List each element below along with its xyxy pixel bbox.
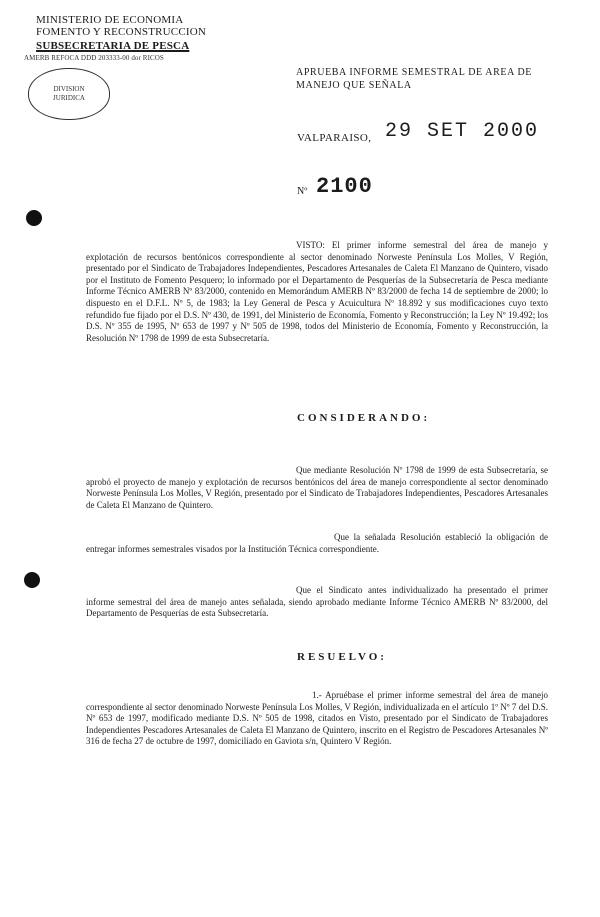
document-subject: APRUEBA INFORME SEMESTRAL DE AREA DE MANEJO QUE SEÑALA <box>296 67 532 91</box>
resolution-number: 2100 <box>316 174 373 199</box>
considerando-paragraph-2: Que la señalada Resolución estableció la obligación de entregar informes semestrales visados por la Institución Técnica correspondiente. <box>86 532 548 554</box>
letterhead-reference: AMERB REFOCA DDD 203333-00 dor RICOS <box>24 54 164 62</box>
punch-hole <box>24 572 40 588</box>
resuelvo-heading: RESUELVO: <box>297 651 387 663</box>
letterhead-subsecretaria: SUBSECRETARIA DE PESCA <box>36 40 190 52</box>
considerando-paragraph-3: Que el Sindicato antes individualizado ha presentado el primer informe semestral del área de manejo antes señalada, siendo aprobado mediante Informe Técnico AMERB Nº 83/2000, del Departamento de Pesquerías de esta Subsecretaría. <box>86 585 548 619</box>
date-stamp: 29 SET 2000 <box>385 120 540 143</box>
resuelvo-paragraph-1: 1.- Apruébase el primer informe semestral del área de manejo correspondiente al sector denominado Norweste Península Los Molles, V Región, individualizada en el artículo 1º Nº 7 del D.S. Nº 653 de 1997, modificado mediante D.S. Nº 505 de 1998, citados en Visto, presentado por el Sindicato de Trabajadores Independientes Pescadores Artesanales de Caleta El Manzano de Quintero, inscrito en el Registro de Pescadores Artesanales Nº 316 de fecha 27 de octubre de 1997, domiciliado en Gaviota s/n, Quintero V Región. <box>86 690 548 747</box>
letterhead-division: FOMENTO Y RECONSTRUCCION <box>36 26 207 38</box>
considerando-paragraph-1: Que mediante Resolución Nº 1798 de 1999 de esta Subsecretaría, se aprobó el proyecto de manejo y explotación de recursos bentónicos del área de manejo correspondiente al sector denominado Norweste Península Los Molles, V Región, presentado por el Sindicato de Trabajadores Independientes, Pescadores Artesanales de Caleta El Manzano de Quintero. <box>86 465 548 510</box>
place-label: VALPARAISO, <box>297 132 372 144</box>
stamp-line-2: JURIDICA <box>53 94 85 102</box>
division-juridica-stamp <box>28 68 110 120</box>
letterhead-ministry: MINISTERIO DE ECONOMIA <box>36 14 184 26</box>
stamp-line-1: DIVISION <box>53 85 85 93</box>
considerando-heading: CONSIDERANDO: <box>297 412 431 424</box>
visto-paragraph: VISTO: El primer informe semestral del área de manejo y explotación de recursos bentónicos correspondiente al sector denominado Norweste Península Los Molles, V Región, presentado por el Sindicato de Trabajadores Independientes, Pescadores Artesanales de Caleta El Manzano de Quintero, visado por el Instituto de Fomento Pesquero; lo informado por el Departamento de Pesquerías de la Subsecretaría de Pesca mediante Informe Técnico AMERB Nº 83/2000, contenido en Memorándum AMERB Nº 83/2000 de fecha 14 de septiembre de 2000; lo dispuesto en el D.F.L. Nº 5, de 1983; la Ley General de Pesca y Acuicultura Nº 18.892 y sus modificaciones cuyo texto refundido fue fijado por el D.S. Nº 430, de 1991, del Ministerio de Economía, Fomento y Reconstrucción; la Ley Nº 19.492; los D.S. Nº 355 de 1995, Nº 653 de 1997 y Nº 505 de 1998, todos del Ministerio de Economía, Fomento y Reconstrucción, la Resolución Nº 1798 de 1999 de esta Subsecretaría. <box>86 240 548 343</box>
punch-hole <box>26 210 42 226</box>
number-label: Nº <box>297 186 308 197</box>
